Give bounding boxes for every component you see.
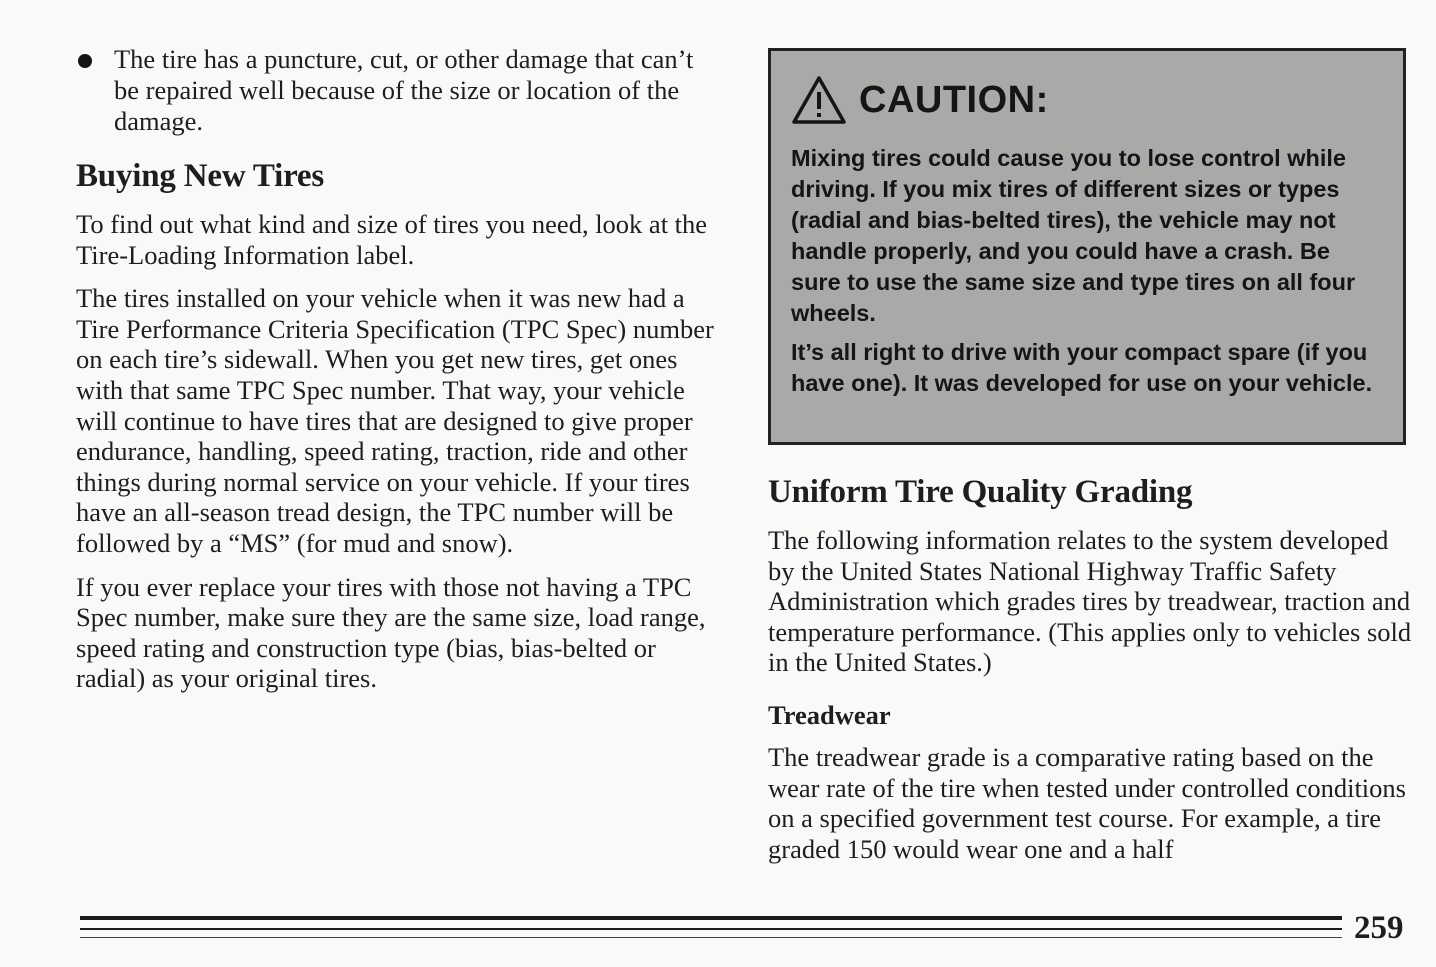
bullet-item — [76, 44, 721, 137]
footer-rule — [80, 928, 1342, 930]
paragraph-tire-label: To find out what kind and size of tires you need, look at the Tire-Loading Information label. — [76, 209, 708, 270]
subheading-treadwear: Treadwear — [768, 699, 891, 730]
caution-paragraph-mixing-tires: Mixing tires could cause you to lose control while driving. If you mix tires of different sizes or types (radial and bias-belted tires), the vehicle may not handle properly, and you could have a crash. Be sure to use the same size and type tires on all four wheels. — [791, 145, 1356, 326]
warning-triangle-icon — [791, 75, 847, 125]
footer-rule — [80, 937, 1342, 938]
page-number: 259 — [1354, 910, 1404, 946]
bullet-text: The tire has a puncture, cut, or other damage that can’t be repaired well because of the size or location of the damage. — [114, 44, 694, 136]
section-heading-uniform-grading: Uniform Tire Quality Grading — [768, 474, 1193, 510]
caution-title: CAUTION: — [859, 78, 1049, 121]
paragraph-tpc-spec: The tires installed on your vehicle when it was new had a Tire Performance Criteria Specification (TPC Spec) number on each tire’s sidewall. When you get new tires, get ones with that same TPC Spec number. That way, your vehicle will continue to have tires that are designed to give proper endurance, handling, speed rating, traction, ride and other things during normal service on your vehicle. If your tires have an all-season tread design, the TPC number will be followed by a “MS” (for mud and snow). — [76, 283, 714, 558]
caution-box — [768, 48, 1406, 445]
footer-rule — [80, 916, 1342, 920]
section-heading-buying-new-tires: Buying New Tires — [76, 158, 325, 194]
paragraph-treadwear: The treadwear grade is a comparative rating based on the wear rate of the tire when tested under controlled conditions on a specified government test course. For example, a tire graded 150 would wear one and a half — [768, 741, 1406, 864]
right-column — [768, 48, 1413, 877]
bullet-dot-icon — [78, 54, 92, 68]
caution-header — [791, 71, 1385, 129]
paragraph-grading-intro: The following information relates to the system developed by the United States National Highway Traffic Safety Administration which grades tires by treadwear, traction and temperature performance. (This applies only to vehicles sold in the United States.) — [768, 525, 1412, 678]
paragraph-replace-tires: If you ever replace your tires with those not having a TPC Spec number, make sure they are the same size, load range, speed rating and construction type (bias, bias-belted or radial) as your original tires. — [76, 571, 706, 694]
left-column — [76, 44, 721, 707]
caution-paragraph-compact-spare: It’s all right to drive with your compact spare (if you have one). It was developed for use on your vehicle. — [791, 339, 1373, 396]
